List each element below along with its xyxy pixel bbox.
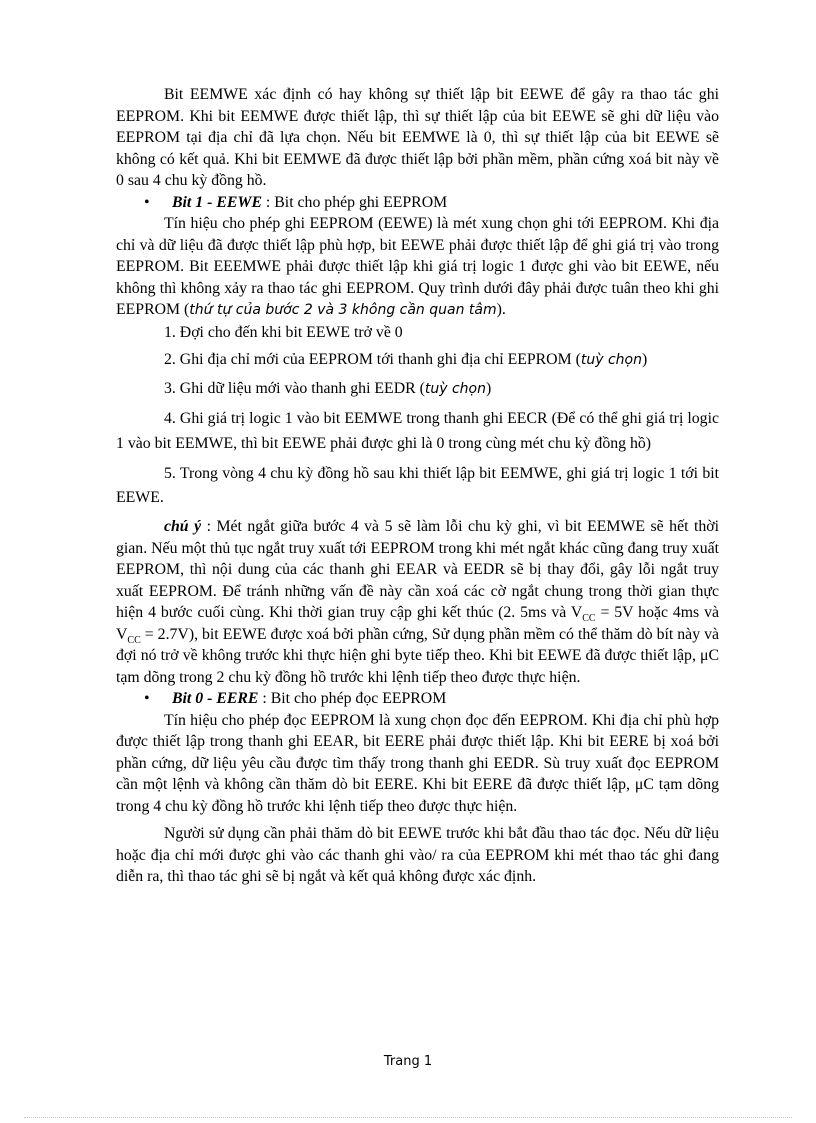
step-1: 1. Đợi cho đến khi bit EEWE trở về 0 bbox=[164, 323, 403, 341]
italic-note: tuỳ chọn bbox=[424, 380, 486, 397]
paragraph-polling: Người sử dụng cần phải thăm dò bit EEWE trước khi bắt đầu thao tác đọc. Nếu dữ liệu hoặc địa chỉ mới được ghi vào các thanh ghi vào/ ra của EEPROM khi mét thao tác ghi đang diễn ra, thì thao tác ghi sẽ bị ngắt và kết quả không được xác định. bbox=[116, 825, 719, 885]
paragraph-text: : Mét ngắt giữa bước 4 và 5 sẽ làm lỗi chu kỳ ghi, vì bit EEMWE sẽ hết thời gian. Nếu một thủ tục ngắt truy xuất tới EEPROM trong khi mét ngắt khác cũng đang truy xuất EEPROM, thì nội dung của các thanh ghi EEAR và EEDR sẽ bị thay đổi, gây lỗi ngắt truy xuất EEPROM. Để tránh những vấn đề này cần xoá các cờ ngắt chung trong thời gian thực hiện 4 bước cuối cùng. Khi thời gian truy cập ghi kết thúc (2. 5ms và V bbox=[116, 518, 719, 621]
paragraph-note bbox=[116, 516, 719, 688]
paragraph-text: = 5V hoặc 4ms và V bbox=[116, 604, 719, 643]
bullet-bit1 bbox=[116, 192, 719, 214]
paragraph-text: ). bbox=[496, 301, 506, 318]
bullet-dot-icon: • bbox=[144, 193, 150, 211]
step-3 bbox=[116, 378, 719, 401]
subscript: CC bbox=[582, 613, 596, 625]
bullet-dot-icon: • bbox=[144, 690, 150, 707]
paragraph-eere: Tín hiệu cho phép đọc EEPROM là xung chọn đọc đến EEPROM. Khi địa chỉ phù hợp được thiết lập trong thanh ghi EEAR, bit EERE phải được thiết lập. Khi bit EERE bị xoá bởi phần cứng, dữ liệu yêu cầu được tìm thấy trong thanh ghi EEDR. Sù truy xuất đọc EEPROM cần một lệnh và không cần thăm dò bit EERE. Khi bit EERE đã được thiết lập, μC tạm dõng trong 4 chu kỳ đồng hồ trước khi lệnh tiếp theo được thực hiện. bbox=[116, 711, 719, 815]
step-text: 3. Ghi dữ liệu mới vào thanh ghi EEDR ( bbox=[164, 379, 425, 397]
paragraph-text: Tín hiệu cho phép ghi EEPROM (EEWE) là mét xung chọn ghi tới EEPROM. Khi địa chỉ và dữ liệu đã được thiết lập phù hợp, bit EEWE phải được thiết lập để ghi giá trị vào trong EEPROM. Bit EEEMWE phải được thiết lập khi giá trị logic 1 được ghi vào bit EEWE, nếu không thì không xảy ra thao tác ghi EEPROM. Quy trình dưới đây phải được tuân theo khi ghi EEPROM ( bbox=[116, 215, 719, 318]
step-text: ) bbox=[641, 351, 648, 368]
page-footer: Trang 1 bbox=[383, 1054, 433, 1069]
bullet-text: : Bit cho phép đọc EEPROM bbox=[258, 690, 447, 707]
italic-note: tuỳ chọn bbox=[580, 352, 642, 368]
bullet-title: Bit 1 - EEWE bbox=[172, 193, 262, 211]
bullet-text: : Bit cho phép ghi EEPROM bbox=[261, 193, 448, 211]
step-4: 4. Ghi giá trị logic 1 vào bit EEMWE trong thanh ghi EECR (Để có thể ghi giá trị logic 1 vào bit EEMWE, thì bit EEWE phải được ghi là 0 trong cùng mét chu kỳ đồng hồ) bbox=[116, 410, 719, 452]
paragraph-eemwe: Bit EEMWE xác định có hay không sự thiết lập bit EEWE để gây ra thao tác ghi EEPROM. Khi bit EEMWE được thiết lập, thì sự thiết lập của bit EEWE sẽ ghi dữ liệu vào EEPROM tại địa chỉ đã lựa chọn. Nếu bit EEMWE là 0, thì sự thiết lập của bit EEWE sẽ không có kết quả. Khi bit EEMWE đã được thiết lập bởi phần mềm, phần cứng xoá bit này về 0 sau 4 chu kỳ đồng hồ. bbox=[116, 86, 719, 189]
italic-note: thứ tự của bước 2 và 3 không cần quan tâm bbox=[189, 302, 497, 318]
bullet-title: Bit 0 - EERE bbox=[172, 690, 259, 707]
subscript: CC bbox=[127, 634, 141, 646]
step-2 bbox=[116, 349, 719, 372]
paragraph-text: = 2.7V), bit EEWE được xoá bởi phần cứng, Sử dụng phần mềm có thể thăm dò bít này và đợi nó trở về không trước khi thực hiện ghi byte tiếp theo. Khi bit EEWE đã được thiết lập, μC tạm dõng trong 2 chu kỳ đồng hồ trước khi lệnh tiếp theo được thực hiện. bbox=[116, 625, 719, 686]
step-text: ) bbox=[485, 379, 492, 397]
note-label: chú ý bbox=[164, 518, 202, 535]
bullet-bit0 bbox=[116, 688, 719, 710]
paragraph-eewe bbox=[116, 213, 719, 322]
step-text: 2. Ghi địa chỉ mới của EEPROM tới thanh ghi địa chỉ EEPROM ( bbox=[164, 351, 581, 368]
page-bottom-border bbox=[24, 1117, 792, 1118]
document-body bbox=[116, 84, 719, 888]
step-5: 5. Trong vòng 4 chu kỳ đồng hồ sau khi thiết lập bit EEMWE, ghi giá trị logic 1 tới bit EEWE. bbox=[116, 465, 719, 506]
